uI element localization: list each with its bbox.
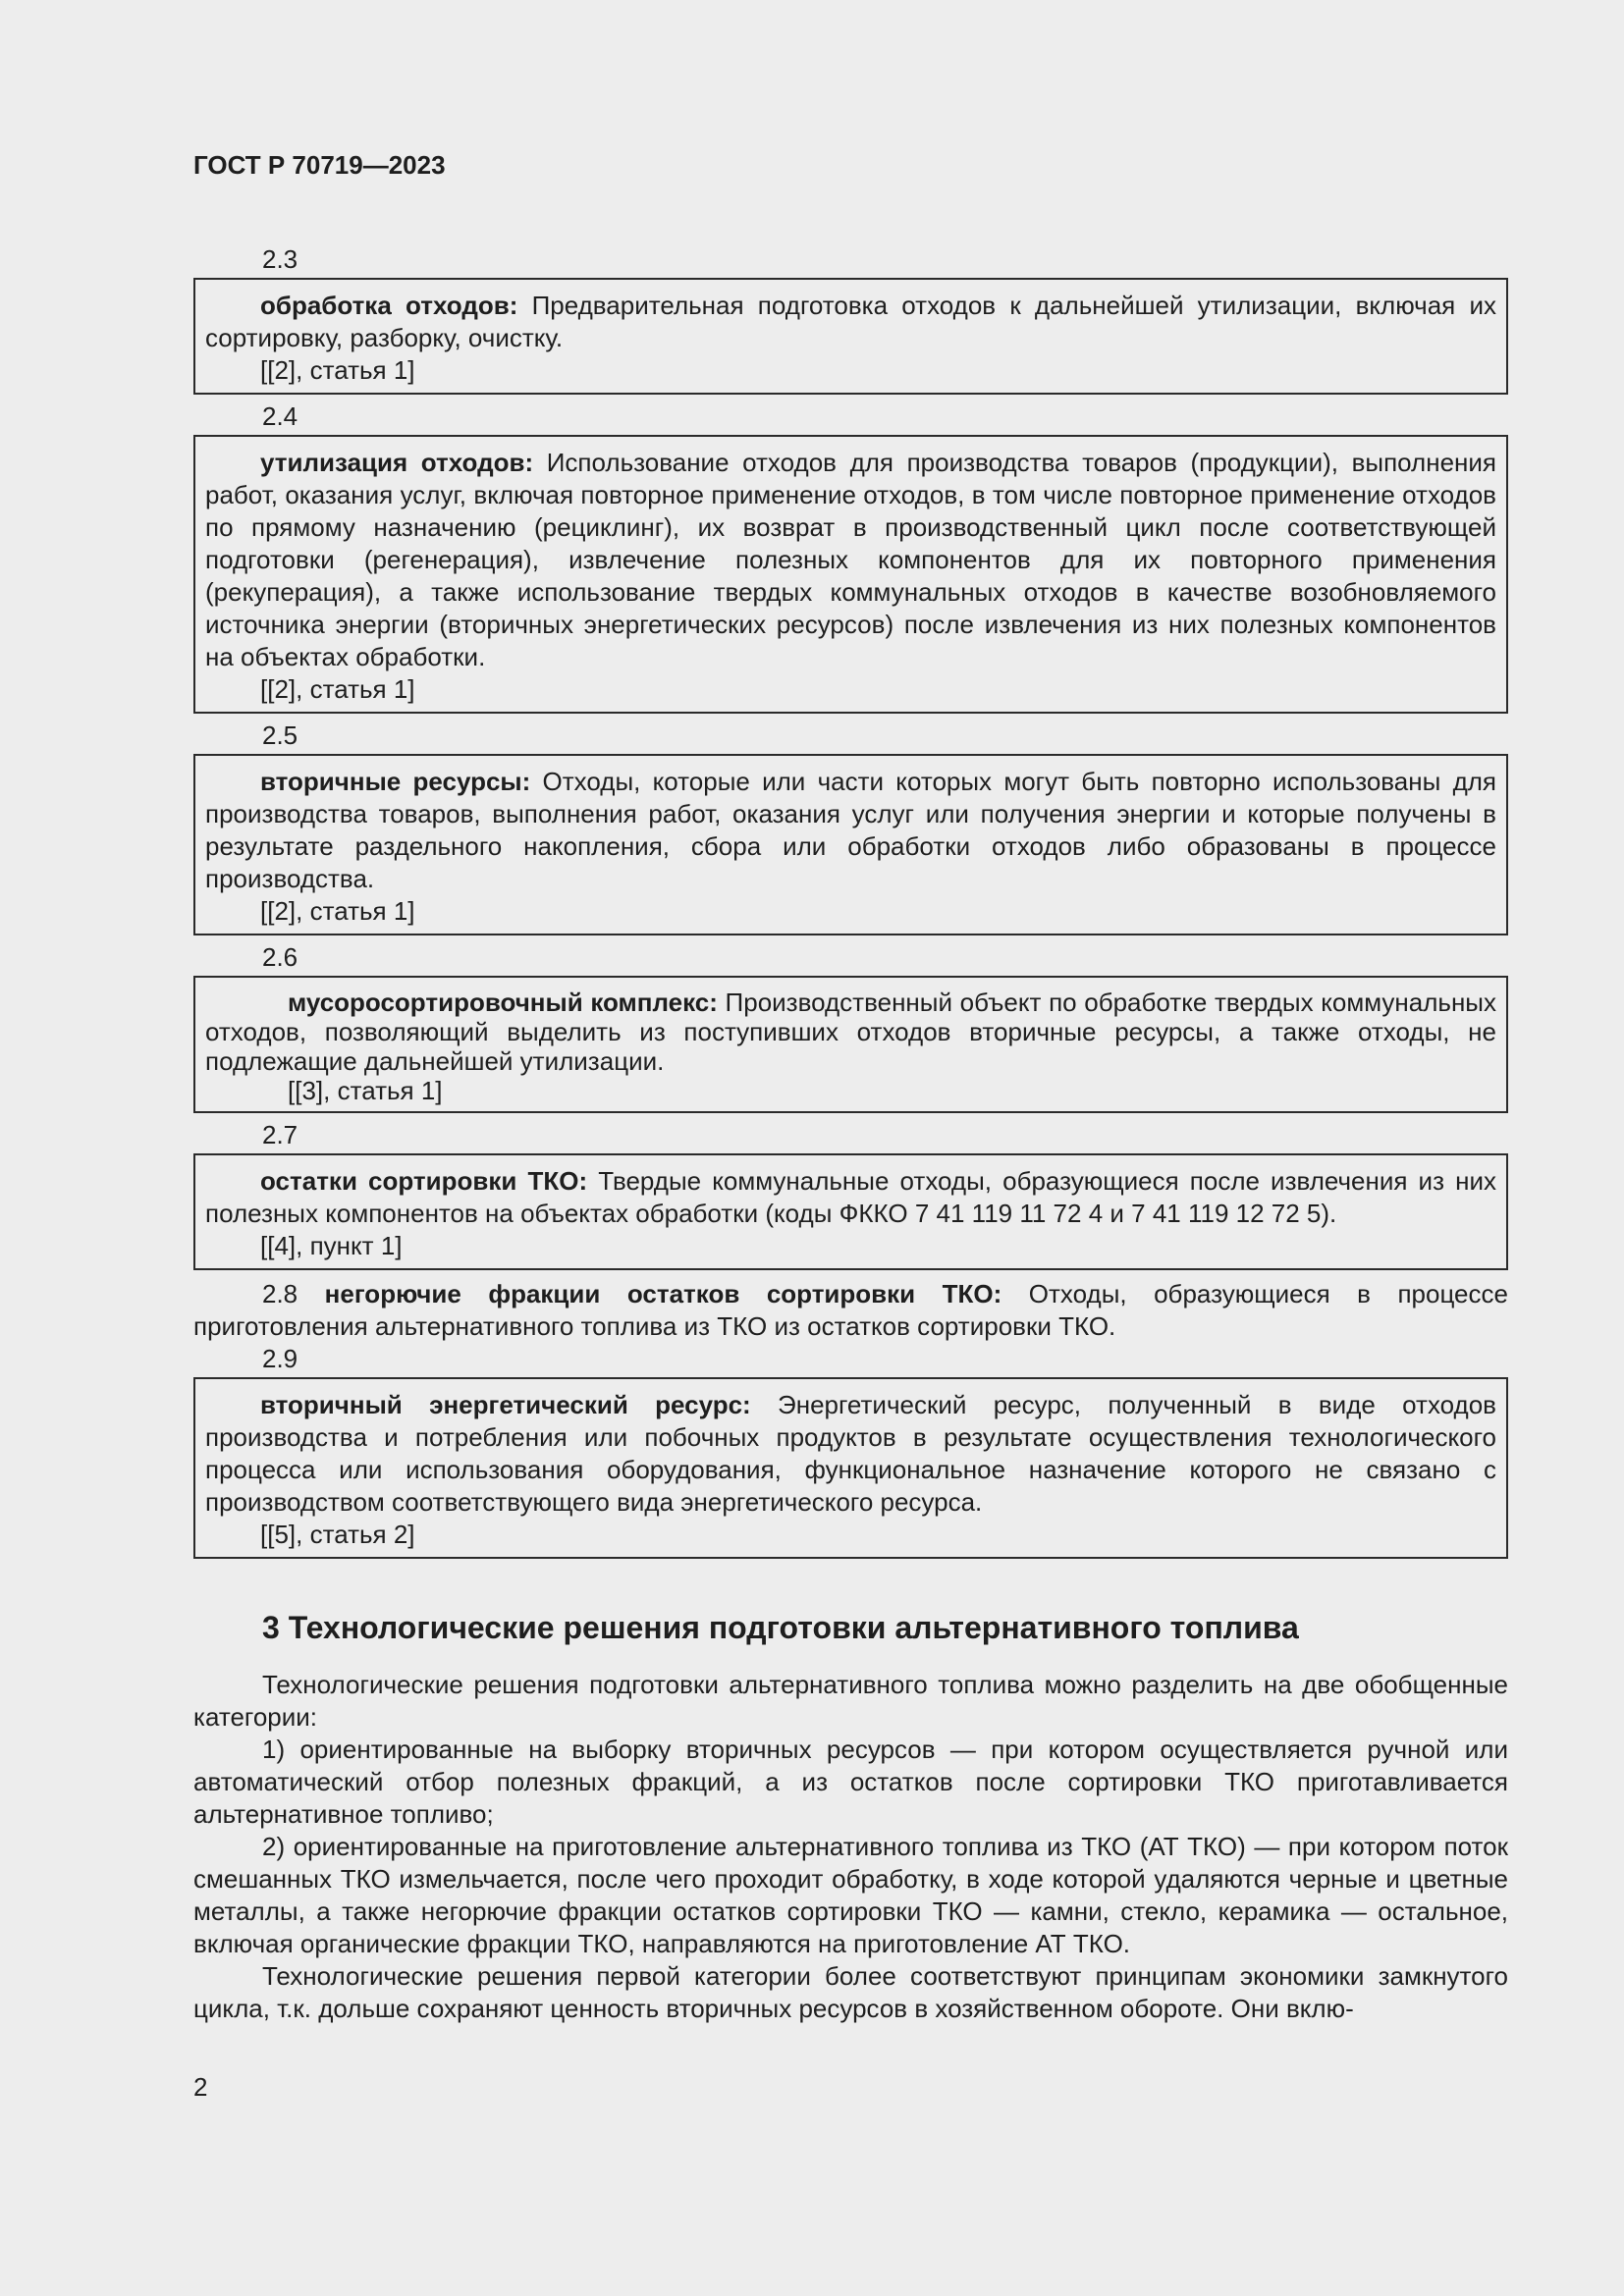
term-source: [[2], статья 1] [260,355,415,385]
paragraph: 2) ориентированные на приготовление альтернативного топлива из ТКО (АТ ТКО) — при котором поток смешанных ТКО измельчается, после чего проходит обработку, в ходе которой удаляются черные и цветные металлы, а также негорючие фракции остатков сортировки ТКО — камни, стекло, керамика — остальное, включая органические фракции ТКО, направляются на приготовление АТ ТКО. [193,1832,1508,1958]
term-inline [193,1278,1508,1343]
term-text: Предварительная подготовка отходов к дальнейшей утилизации, включая их сортировку, разборку, очистку. [205,291,1496,352]
term-definition [193,1278,1508,1343]
term-source: [[5], статья 2] [260,1520,415,1549]
paragraph: Технологические решения первой категории более соответствуют принципам экономики замкнутого цикла, т.к. дольше сохраняют ценность вторичных ресурсов в хозяйственном обороте. Они вклю- [193,1961,1508,2023]
term-box [193,754,1508,935]
term-definition [205,766,1496,895]
term-source: [[4], пункт 1] [260,1231,403,1260]
term-source: [[2], статья 1] [260,674,415,704]
term-box [193,1153,1508,1270]
term-box [193,435,1508,714]
term-number: 2.5 [262,721,298,750]
term-number: 2.7 [262,1120,298,1149]
term-box [193,1377,1508,1559]
term-text: Производственный объект по обработке твердых коммунальных отходов, позволяющий выделить из поступивших отходов вторичные ресурсы, а также отходы, не подлежащие дальнейшей утилизации. [205,988,1496,1076]
term-number: 2.4 [262,401,298,431]
term-name: вторичный энергетический ресурс: [260,1390,751,1419]
term-text: Твердые коммунальные отходы, образующиеся после извлечения из них полезных компонентов на объектах обработки (коды ФККО 7 41 119 11 72 4 и 7 41 119 12 72 5). [205,1166,1496,1228]
term-name: утилизация отходов: [260,448,534,477]
term-source: [[3], статья 1] [288,1076,443,1105]
term-number: 2.8 [262,1279,298,1308]
section-body [193,1669,1508,2025]
document-header: ГОСТ Р 70719—2023 [193,150,446,180]
paragraph: 1) ориентированные на выборку вторичных ресурсов — при котором осуществляется ручной или автоматический отбор полезных фракций, а из остатков после сортировки ТКО приготавливается альтернативное топливо; [193,1735,1508,1829]
term-definition [205,1389,1496,1519]
term-name: остатки сортировки ТКО: [260,1166,588,1196]
term-text: Использование отходов для производства товаров (продукции), выполнения работ, оказания услуг, включая повторное применение отходов, в том числе повторное применение отходов по прямому назначению (рециклинг), их возврат в производственный цикл после соответствующей подготовки (регенерация), извлечение полезных компонентов для их повторного применения (рекуперация), а также использование твердых коммунальных отходов в качестве возобновляемого источника энергии (вторичных энергетических ресурсов) после извлечения из них полезных компонентов на объектах обработки. [205,448,1496,671]
term-text: Отходы, которые или части которых могут быть повторно использованы для производства товаров, выполнения работ, оказания услуг или получения энергии и которые получены в результате раздельного накопления, сбора или обработки отходов либо образованы в процессе производства. [205,767,1496,893]
term-box [193,976,1508,1113]
term-name: мусоросортировочный комплекс: [288,988,718,1017]
page-number: 2 [193,2072,208,2102]
document-page [193,137,1508,2025]
term-definition [205,988,1496,1076]
term-number: 2.6 [262,942,298,972]
paragraph: Технологические решения подготовки альтернативного топлива можно разделить на две обобщенные категории: [193,1670,1508,1732]
section-title: 3 Технологические решения подготовки альтернативного топлива [262,1610,1299,1645]
term-definition [205,447,1496,673]
term-name: вторичные ресурсы: [260,767,531,796]
term-box [193,278,1508,395]
term-definition [205,290,1496,354]
term-source: [[2], статья 1] [260,896,415,926]
term-name: обработка отходов: [260,291,518,320]
term-number: 2.9 [262,1344,298,1373]
term-text: Энергетический ресурс, полученный в виде отходов производства и потребления или побочных продуктов в результате осуществления технологического процесса или использования оборудования, функциональное назначение которого не связано с производством соответствующего вида энергетического ресурса. [205,1390,1496,1517]
term-definition [205,1165,1496,1230]
term-name: негорючие фракции остатков сортировки ТКО: [324,1279,1002,1308]
term-number: 2.3 [262,244,298,274]
term-text: Отходы, образующиеся в процессе приготовления альтернативного топлива из ТКО из остатков сортировки ТКО. [193,1279,1508,1341]
